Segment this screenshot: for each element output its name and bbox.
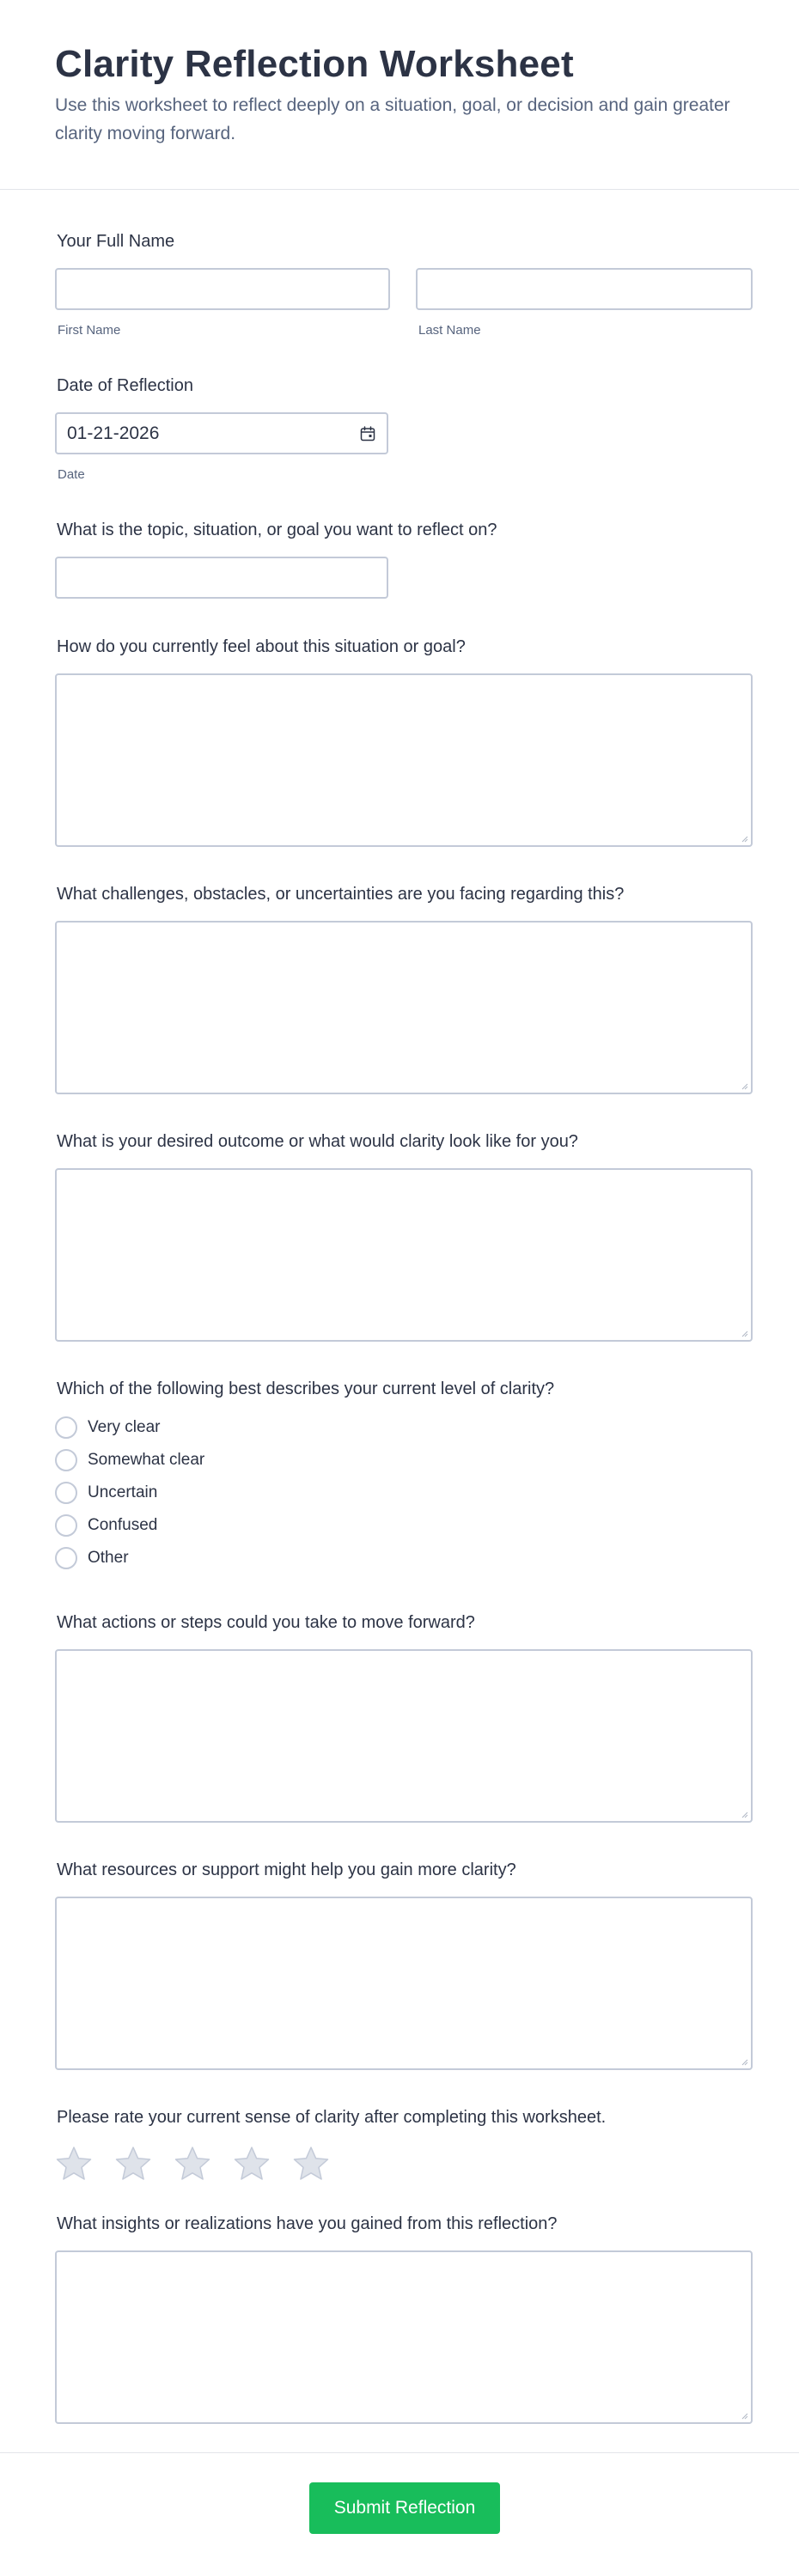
radio-button[interactable] — [55, 1547, 77, 1569]
insights-textarea[interactable] — [55, 2250, 753, 2424]
date-label: Date of Reflection — [57, 376, 193, 395]
radio-label: Other — [88, 1549, 129, 1567]
challenges-textarea[interactable] — [55, 921, 753, 1094]
date-sublabel: Date — [58, 467, 85, 482]
insights-label: What insights or realizations have you gained from this reflection? — [57, 2214, 558, 2233]
resize-grip-icon[interactable] — [740, 834, 748, 843]
first-name-input[interactable] — [55, 268, 390, 310]
feel-label: How do you currently feel about this situation or goal? — [57, 637, 466, 656]
calendar-icon[interactable] — [359, 425, 376, 442]
full-name-label: Your Full Name — [57, 232, 175, 251]
date-value: 01-21-2026 — [67, 423, 160, 443]
outcome-textarea[interactable] — [55, 1168, 753, 1342]
radio-button[interactable] — [55, 1514, 77, 1537]
challenges-label: What challenges, obstacles, or uncertainties are you facing regarding this? — [57, 885, 625, 904]
resize-grip-icon[interactable] — [740, 1081, 748, 1090]
star-icon-1[interactable] — [55, 2145, 93, 2183]
radio-option-uncertain[interactable] — [55, 1481, 157, 1505]
last-name-input[interactable] — [416, 268, 753, 310]
feel-textarea[interactable] — [55, 673, 753, 847]
radio-label: Somewhat clear — [88, 1451, 205, 1469]
star-rating[interactable] — [55, 2145, 351, 2183]
star-icon-2[interactable] — [114, 2145, 152, 2183]
actions-label: What actions or steps could you take to move forward? — [57, 1613, 475, 1632]
resize-grip-icon[interactable] — [740, 2411, 748, 2420]
actions-textarea[interactable] — [55, 1649, 753, 1823]
topic-input[interactable] — [55, 557, 388, 599]
radio-option-somewhat-clear[interactable] — [55, 1448, 204, 1472]
radio-button[interactable] — [55, 1416, 77, 1439]
clarity-level-label: Which of the following best describes your current level of clarity? — [57, 1379, 555, 1398]
first-name-sublabel: First Name — [58, 323, 121, 338]
resize-grip-icon[interactable] — [740, 1810, 748, 1818]
radio-option-other[interactable] — [55, 1546, 129, 1570]
resize-grip-icon[interactable] — [740, 2057, 748, 2066]
radio-label: Very clear — [88, 1418, 161, 1436]
star-icon-4[interactable] — [233, 2145, 271, 2183]
date-input[interactable] — [55, 412, 388, 454]
form-footer — [0, 2452, 799, 2576]
rating-label: Please rate your current sense of clarity after completing this worksheet. — [57, 2108, 607, 2127]
last-name-sublabel: Last Name — [418, 323, 481, 338]
radio-button[interactable] — [55, 1449, 77, 1471]
topic-label: What is the topic, situation, or goal you want to reflect on? — [57, 521, 497, 539]
submit-button[interactable]: Submit Reflection — [309, 2482, 500, 2534]
radio-option-very-clear[interactable] — [55, 1416, 160, 1440]
star-icon-5[interactable] — [292, 2145, 330, 2183]
radio-option-confused[interactable] — [55, 1513, 157, 1538]
outcome-label: What is your desired outcome or what would clarity look like for you? — [57, 1132, 578, 1151]
resources-textarea[interactable] — [55, 1897, 753, 2070]
form-header — [0, 0, 799, 190]
page-subtitle: Use this worksheet to reflect deeply on a situation, goal, or decision and gain greater clarity moving forward. — [55, 95, 730, 143]
radio-label: Confused — [88, 1516, 158, 1534]
resize-grip-icon[interactable] — [740, 1329, 748, 1337]
page-title: Clarity Reflection Worksheet — [55, 43, 574, 85]
radio-button[interactable] — [55, 1482, 77, 1504]
resources-label: What resources or support might help you gain more clarity? — [57, 1860, 516, 1879]
radio-label: Uncertain — [88, 1483, 158, 1501]
star-icon-3[interactable] — [174, 2145, 211, 2183]
